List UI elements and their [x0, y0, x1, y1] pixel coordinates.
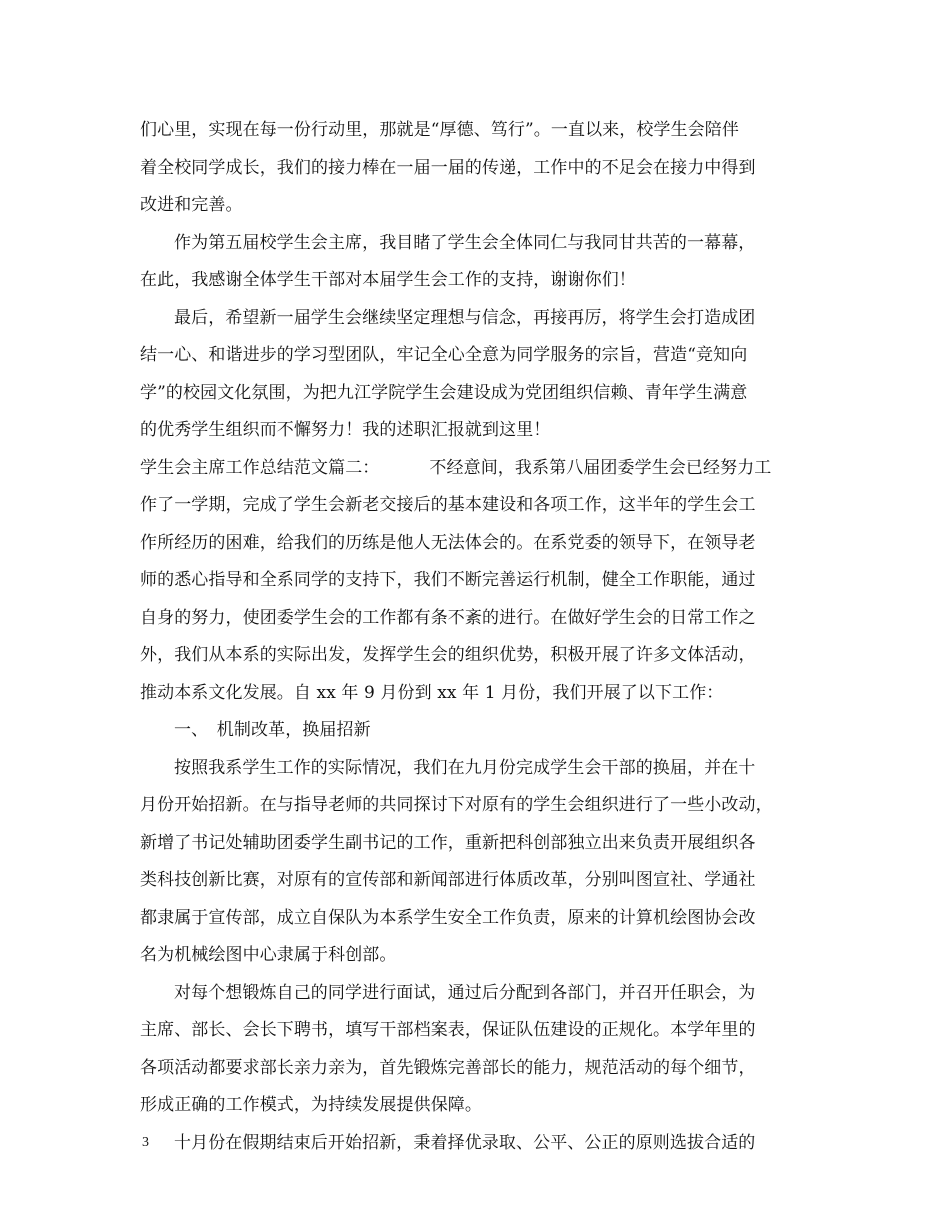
section-heading-line — [140, 450, 820, 488]
text-line: 作为第五届校学生会主席，我目睹了学生会全体同仁与我同甘共苦的一幕幕， — [174, 232, 756, 253]
text-line: 的优秀学生组织而不懈努力！我的述职汇报就到这里！ — [140, 420, 551, 440]
text-line: 师的悉心指导和全系同学的支持下，我们不断完善运行机制，健全工作职能，通过 — [140, 570, 756, 590]
document-body — [140, 112, 820, 1162]
text-line: 按照我系学生工作的实际情况，我们在九月份完成学生会干部的换届，并在十 — [174, 757, 756, 778]
text-line: 最后，希望新一届学生会继续坚定理想与信念，再接再厉，将学生会打造成团 — [174, 307, 756, 328]
section-title: 学生会主席工作总结范文篇二： — [140, 457, 380, 478]
text-line: 形成正确的工作模式，为持续发展提供保障。 — [140, 1095, 482, 1115]
text-line: 改进和完善。 — [140, 195, 243, 215]
text-line: 们心里，实现在每一份行动里，那就是“厚德、笃行”。一直以来，校学生会陪伴 — [140, 120, 739, 140]
text-line: 自身的努力，使团委学生会的工作都有条不紊的进行。在做好学生会的日常工作之 — [140, 607, 756, 628]
text-line: 外，我们从本系的实际出发，发挥学生会的组织优势，积极开展了许多文体活动， — [140, 645, 756, 665]
text-line: 作了一学期，完成了学生会新老交接后的基本建设和各项工作，这半年的学生会工 — [140, 495, 756, 515]
text-line: 对每个想锻炼自己的同学进行面试，通过后分配到各部门，并召开任职会，为 — [174, 982, 756, 1003]
subheading: 一、 机制改革，换届招新 — [174, 720, 371, 740]
text-line: 推动本系文化发展。自 xx 年 9 月份到 xx 年 1 月份，我们开展了以下工作： — [140, 682, 724, 703]
text-line: 学”的校园文化氛围，为把九江学院学生会建设成为党团组织信赖、青年学生满意 — [140, 382, 748, 403]
text-line: 主席、部长、会长下聘书，填写干部档案表，保证队伍建设的正规化。本学年里的 — [140, 1020, 756, 1040]
text-line: 十月份在假期结束后开始招新，秉着择优录取、公平、公正的原则选拔合适的 — [174, 1132, 756, 1153]
section-intro: 不经意间，我系第八届团委学生会已经努力工 — [429, 457, 772, 478]
text-line: 类科技创新比赛，对原有的宣传部和新闻部进行体质改革，分别叫图宣社、学通社 — [140, 870, 756, 890]
text-line: 着全校同学成长，我们的接力棒在一届一届的传递，工作中的不足会在接力中得到 — [140, 157, 756, 178]
text-line: 在此，我感谢全体学生干部对本届学生会工作的支持，谢谢你们！ — [140, 270, 636, 290]
text-line: 结一心、和谐进步的学习型团队，牢记全心全意为同学服务的宗旨，营造“竞知向 — [140, 345, 748, 365]
text-line: 新增了书记处辅助团委学生副书记的工作，重新把科创部独立出来负责开展组织各 — [140, 832, 756, 853]
text-line: 都隶属于宣传部，成立自保队为本系学生安全工作负责，原来的计算机绘图协会改 — [140, 907, 756, 928]
page-number: 3 — [142, 1135, 149, 1150]
text-line: 各项活动都要求部长亲力亲为，首先锻炼完善部长的能力，规范活动的每个细节， — [140, 1057, 756, 1078]
text-line: 月份开始招新。在与指导老师的共同探讨下对原有的学生会组织进行了一些小改动， — [140, 795, 773, 815]
text-line: 作所经历的困难，给我们的历练是他人无法体会的。在系党委的领导下，在领导老 — [140, 532, 756, 553]
text-line: 名为机械绘图中心隶属于科创部。 — [140, 945, 397, 965]
